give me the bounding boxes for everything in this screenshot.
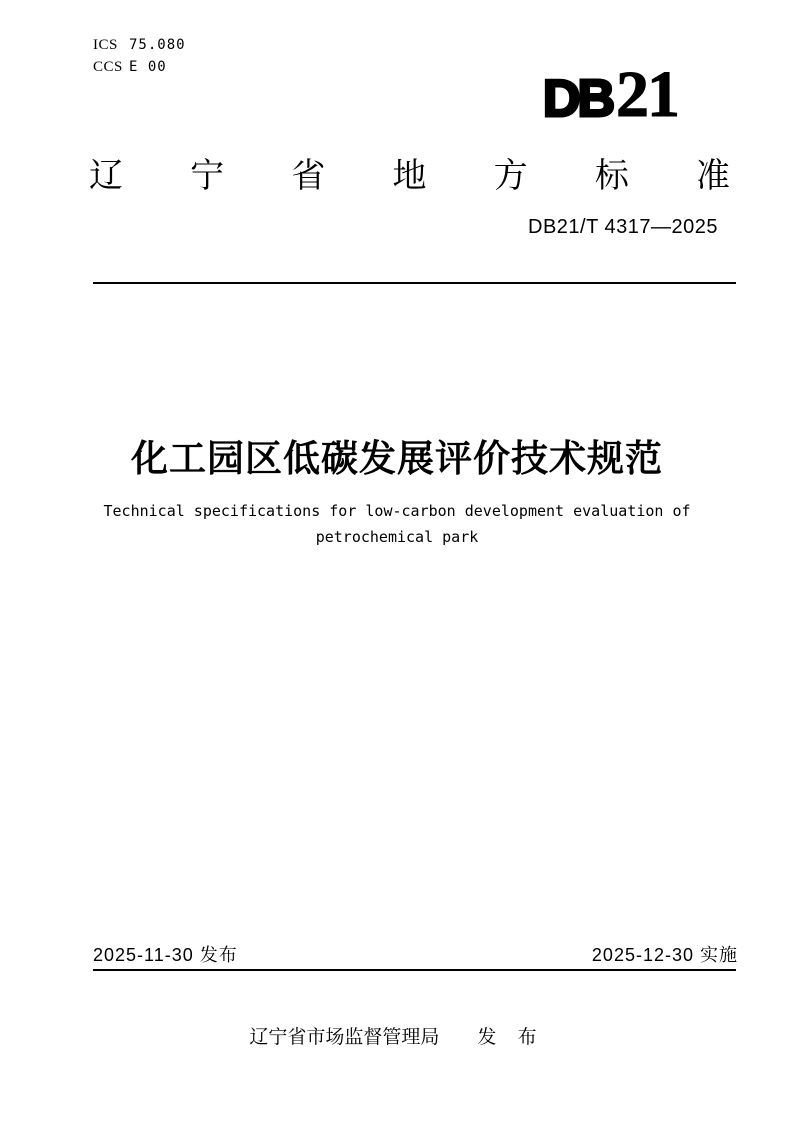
publisher-name: 辽宁省市场监督管理局 — [249, 1027, 440, 1048]
ics-value: 75.080 — [129, 37, 186, 53]
standard-code: DB21/T 4317—2025 — [528, 216, 718, 238]
top-rule-divider — [93, 282, 736, 284]
ics-row — [93, 34, 186, 56]
dates-row — [93, 941, 738, 967]
publish-label: 发 布 — [477, 1027, 545, 1048]
standard-name-heading: 辽宁省地方标准 — [89, 157, 730, 195]
implement-date: 2025-12-30 实施 — [591, 945, 738, 965]
ccs-label: CCS — [93, 59, 123, 75]
ccs-value: E 00 — [129, 59, 167, 75]
issue-date: 2025-11-30 发布 — [93, 945, 238, 965]
db21-logo-db: DB — [542, 70, 612, 128]
ics-label: ICS — [93, 37, 118, 53]
bottom-rule-divider — [93, 969, 736, 971]
db21-logo — [542, 58, 678, 131]
document-title-en: Technical specifications for low-carbon development evaluation of petrochemical park — [103, 502, 691, 546]
db21-logo-region-number: 21 — [616, 58, 678, 131]
classification-block — [93, 34, 186, 78]
ccs-row — [93, 56, 186, 78]
document-title-cn: 化工园区低碳发展评价技术规范 — [131, 438, 663, 479]
publisher-row — [0, 1022, 794, 1049]
